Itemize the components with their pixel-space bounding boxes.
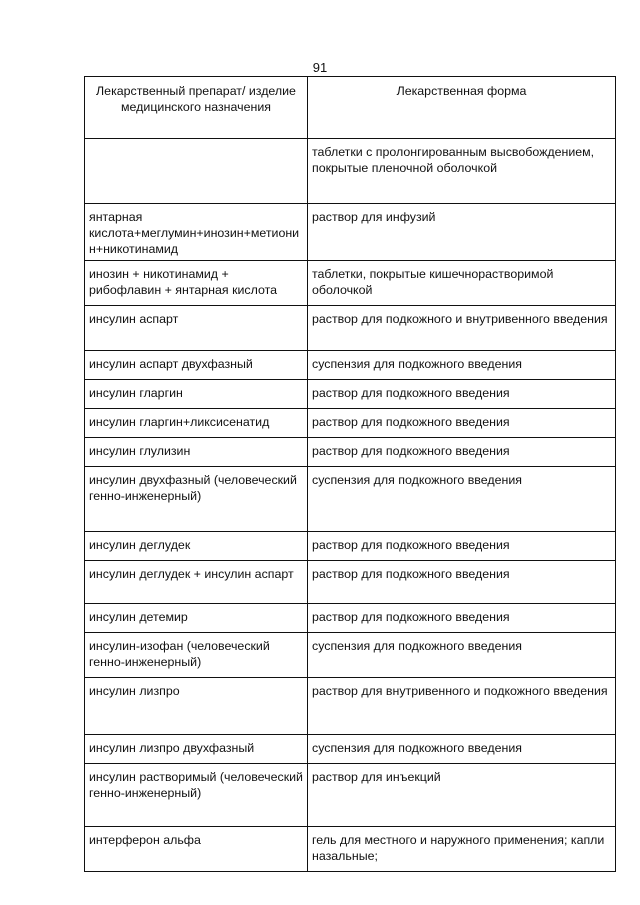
drug-cell: инсулин гларгин+ликсисенатид: [85, 409, 308, 438]
drug-cell: инсулин двухфазный (человеческий генно-инженерный): [85, 467, 308, 532]
form-cell: раствор для внутривенного и подкожного введения: [308, 678, 616, 735]
form-cell: раствор для подкожного введения: [308, 409, 616, 438]
form-cell: раствор для подкожного введения: [308, 532, 616, 561]
table-header-row: [85, 77, 616, 139]
drug-cell: [85, 139, 308, 204]
form-cell: раствор для подкожного введения: [308, 561, 616, 604]
drug-cell: инсулин лизпро двухфазный: [85, 735, 308, 764]
drug-table: [84, 76, 616, 872]
form-cell: раствор для подкожного и внутривенного введения: [308, 306, 616, 351]
drug-cell: инсулин гларгин: [85, 380, 308, 409]
drug-cell: инсулин аспарт: [85, 306, 308, 351]
table-row: [85, 306, 616, 351]
form-cell: раствор для инъекций: [308, 764, 616, 827]
form-cell: раствор для подкожного введения: [308, 604, 616, 633]
form-cell: таблетки с пролонгированным высвобождением, покрытые пленочной оболочкой: [308, 139, 616, 204]
table-row: [85, 532, 616, 561]
form-cell: раствор для подкожного введения: [308, 438, 616, 467]
table-row: [85, 409, 616, 438]
form-cell: раствор для инфузий: [308, 204, 616, 261]
table-row: [85, 204, 616, 261]
table-row: [85, 467, 616, 532]
table-row: [85, 604, 616, 633]
table-row: [85, 827, 616, 872]
table-row: [85, 139, 616, 204]
table-row: [85, 764, 616, 827]
drug-cell: инозин + никотинамид + рибофлавин + янтарная кислота: [85, 261, 308, 306]
drug-cell: янтарная кислота+меглумин+инозин+метионин+никотинамид: [85, 204, 308, 261]
drug-cell: инсулин аспарт двухфазный: [85, 351, 308, 380]
table-row: [85, 678, 616, 735]
form-cell: суспензия для подкожного введения: [308, 735, 616, 764]
drug-cell: инсулин детемир: [85, 604, 308, 633]
drug-cell: интерферон альфа: [85, 827, 308, 872]
table-row: [85, 735, 616, 764]
table-row: [85, 380, 616, 409]
form-cell: гель для местного и наружного применения; капли назальные;: [308, 827, 616, 872]
form-cell: таблетки, покрытые кишечнорастворимой оболочкой: [308, 261, 616, 306]
header-drug: Лекарственный препарат/ изделие медицинского назначения: [85, 77, 308, 139]
table-row: [85, 438, 616, 467]
drug-cell: инсулин деглудек: [85, 532, 308, 561]
table-row: [85, 261, 616, 306]
table-row: [85, 351, 616, 380]
form-cell: суспензия для подкожного введения: [308, 351, 616, 380]
page-number: 91: [312, 60, 328, 75]
table-row: [85, 633, 616, 678]
drug-cell: инсулин-изофан (человеческий генно-инженерный): [85, 633, 308, 678]
form-cell: суспензия для подкожного введения: [308, 467, 616, 532]
drug-cell: инсулин лизпро: [85, 678, 308, 735]
form-cell: раствор для подкожного введения: [308, 380, 616, 409]
drug-cell: инсулин глулизин: [85, 438, 308, 467]
form-cell: суспензия для подкожного введения: [308, 633, 616, 678]
table-row: [85, 561, 616, 604]
drug-cell: инсулин деглудек + инсулин аспарт: [85, 561, 308, 604]
header-form: Лекарственная форма: [308, 77, 616, 139]
drug-cell: инсулин растворимый (человеческий генно-инженерный): [85, 764, 308, 827]
